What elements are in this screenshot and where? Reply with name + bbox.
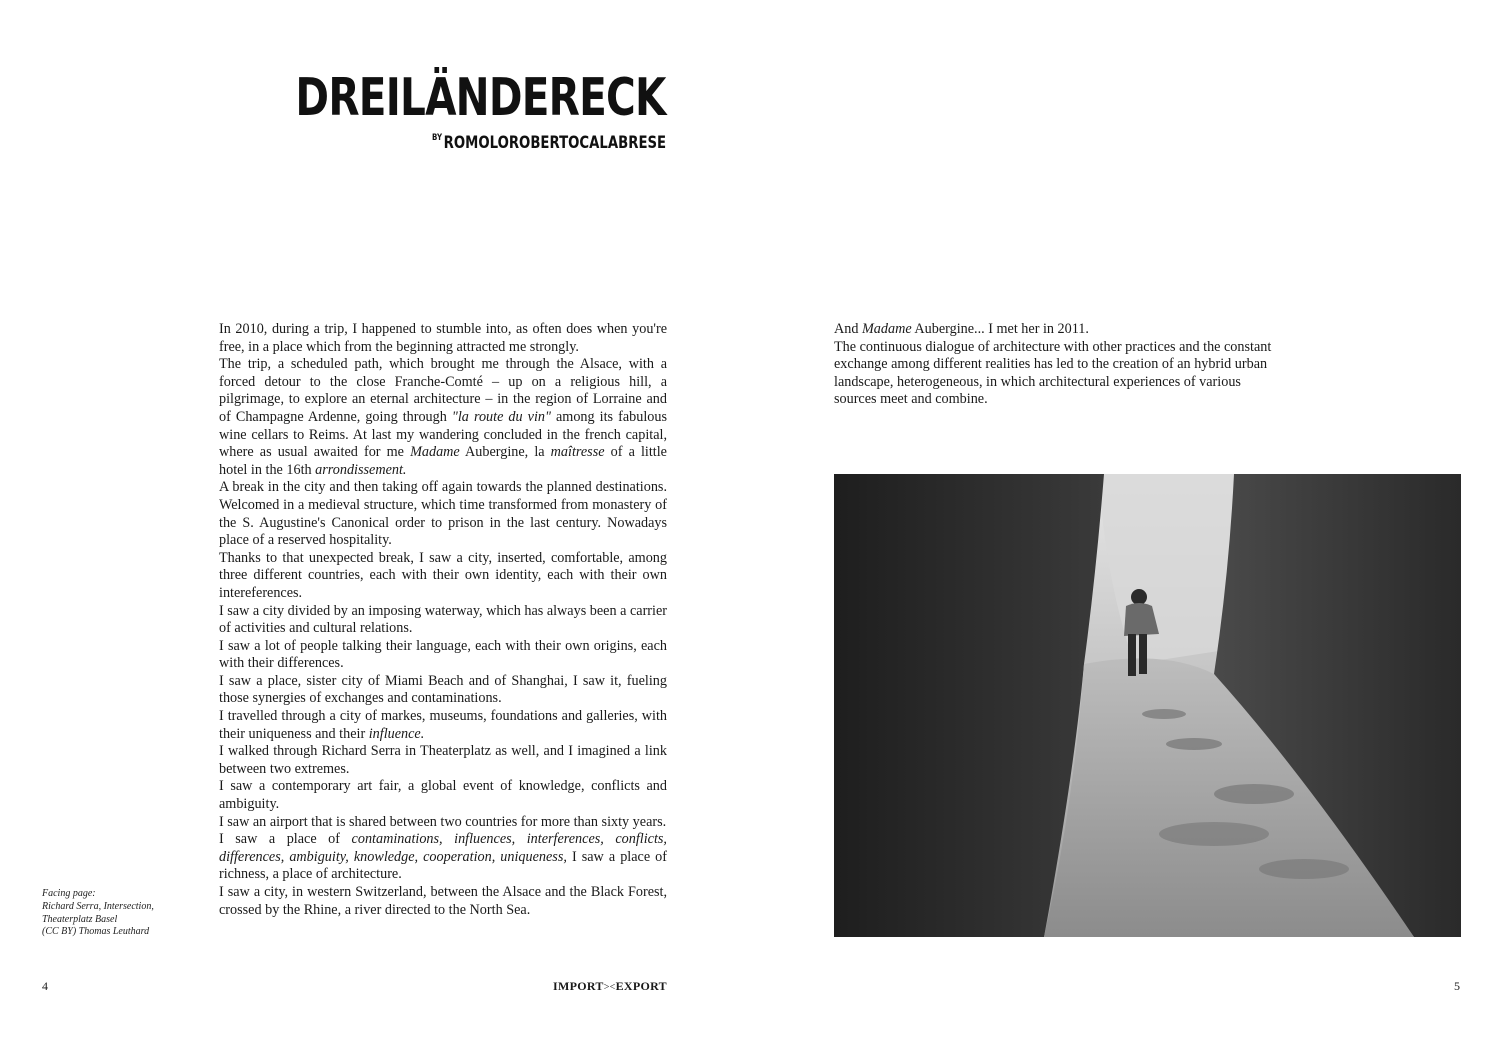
italic-run: "la route du vin" [451, 408, 551, 425]
body-paragraph [219, 831, 667, 884]
text-run: I saw a city, in western Switzerland, between the Alsace and the Black Forest, crossed by the Rhine, a river directed to the North Sea. [219, 884, 667, 918]
body-paragraph [219, 356, 667, 479]
caption-line: (CC BY) Thomas Leuthard [42, 926, 150, 938]
text-run: And [834, 321, 862, 337]
article-byline [432, 133, 666, 153]
photo-richard-serra-intersection [834, 474, 1461, 937]
text-run: I saw an airport that is shared between two countries for more than sixty years. [219, 813, 667, 830]
text-run: Aubergine, la [459, 444, 551, 461]
body-paragraph [834, 321, 1282, 339]
text-run: The continuous dialogue of architecture with other practices and the constant exchange among different realities has led to the creation of an hybrid urban landscape, heterogeneous, in which architectural experiences of various sources meet and combine. [834, 338, 1272, 408]
running-head-separator: >< [603, 982, 616, 993]
text-run: I saw a place of richness, a place of architecture. [219, 848, 667, 883]
text-run: among its fabulous wine cellars to Reims. At last my wandering concluded in the french capital, where as usual awaited for me [219, 408, 667, 461]
body-paragraph [219, 321, 667, 356]
italic-run: contaminations, influences, interferences, conflicts, differences, ambiguity, knowledge, cooperation, uniqueness, [219, 831, 667, 865]
text-run: In 2010, during a trip, I happened to stumble into, as often does when you're free, in a place which from the beginning attracted me strongly. [219, 321, 667, 355]
page-number-right: 5 [1454, 979, 1460, 993]
italic-run: Madame [861, 321, 912, 337]
text-run: I saw a lot of people talking their language, each with their own origins, each with their differences. [219, 637, 667, 672]
running-head-import: IMPORT [553, 979, 604, 993]
running-head-export: EXPORT [615, 979, 667, 993]
body-paragraph [219, 638, 667, 673]
photo-caption [42, 888, 192, 939]
page-number-left: 4 [42, 979, 48, 993]
body-paragraph [219, 603, 667, 638]
body-paragraph [219, 743, 667, 778]
caption-line: Richard Serra, Intersection, [42, 900, 154, 912]
text-run: I saw a contemporary art fair, a global event of knowledge, conflicts and ambiguity. [219, 778, 667, 813]
caption-line: Facing page: [42, 888, 96, 899]
body-paragraph [219, 708, 667, 743]
body-paragraph [219, 778, 667, 813]
running-head [553, 979, 667, 994]
text-run: I saw a place of [219, 831, 352, 848]
author-name: ROMOLOROBERTOCALABRESE [443, 133, 666, 153]
italic-run: arrondissement. [315, 461, 407, 478]
italic-run: influence. [368, 725, 425, 742]
photo-image [834, 474, 1461, 937]
text-run: of a little hotel in the 16th [219, 444, 667, 478]
body-paragraph [834, 339, 1282, 409]
body-paragraph [219, 550, 667, 603]
byline-prefix: BY [431, 133, 442, 143]
body-text-right-column [834, 321, 1282, 409]
body-text-left-column [219, 321, 667, 919]
text-run: I travelled through a city of markes, museums, foundations and galleries, with their uniqueness and their [219, 708, 667, 742]
text-run: Aubergine... I met her in 2011. [911, 321, 1089, 337]
text-run: I saw a place, sister city of Miami Beach and of Shanghai, I saw it, fueling those synergies of exchanges and contaminations. [219, 672, 667, 707]
text-run: The trip, a scheduled path, which brought me through the Alsace, with a forced detour to the close Franche-Comté – up on a religious hill, a pilgrimage, to explore an eternal architecture – in the region of Lorraine and of Champagne Ardenne, going through [219, 356, 667, 425]
article-title: DREILÄNDERECK [295, 68, 666, 128]
caption-line: Theaterplatz Basel [42, 913, 118, 925]
italic-run: maîtresse [550, 444, 605, 461]
body-paragraph [219, 884, 667, 919]
italic-run: Madame [410, 444, 460, 461]
body-paragraph [219, 479, 667, 549]
body-paragraph [219, 673, 667, 708]
text-run: Thanks to that unexpected break, I saw a city, inserted, comfortable, among three different countries, each with their own identity, each with their own intereferences. [219, 549, 667, 601]
text-run: I saw a city divided by an imposing waterway, which has always been a carrier of activities and cultural relations. [219, 602, 667, 637]
text-run: A break in the city and then taking off again towards the planned destinations. Welcomed in a medieval structure, which time transformed from monastery of the S. Augustine's Canonical order to prison in the last century. Nowadays place of a reserved hospitality. [219, 479, 667, 549]
text-run: I walked through Richard Serra in Theaterplatz as well, and I imagined a link between two extremes. [219, 743, 667, 777]
body-paragraph [219, 814, 667, 832]
